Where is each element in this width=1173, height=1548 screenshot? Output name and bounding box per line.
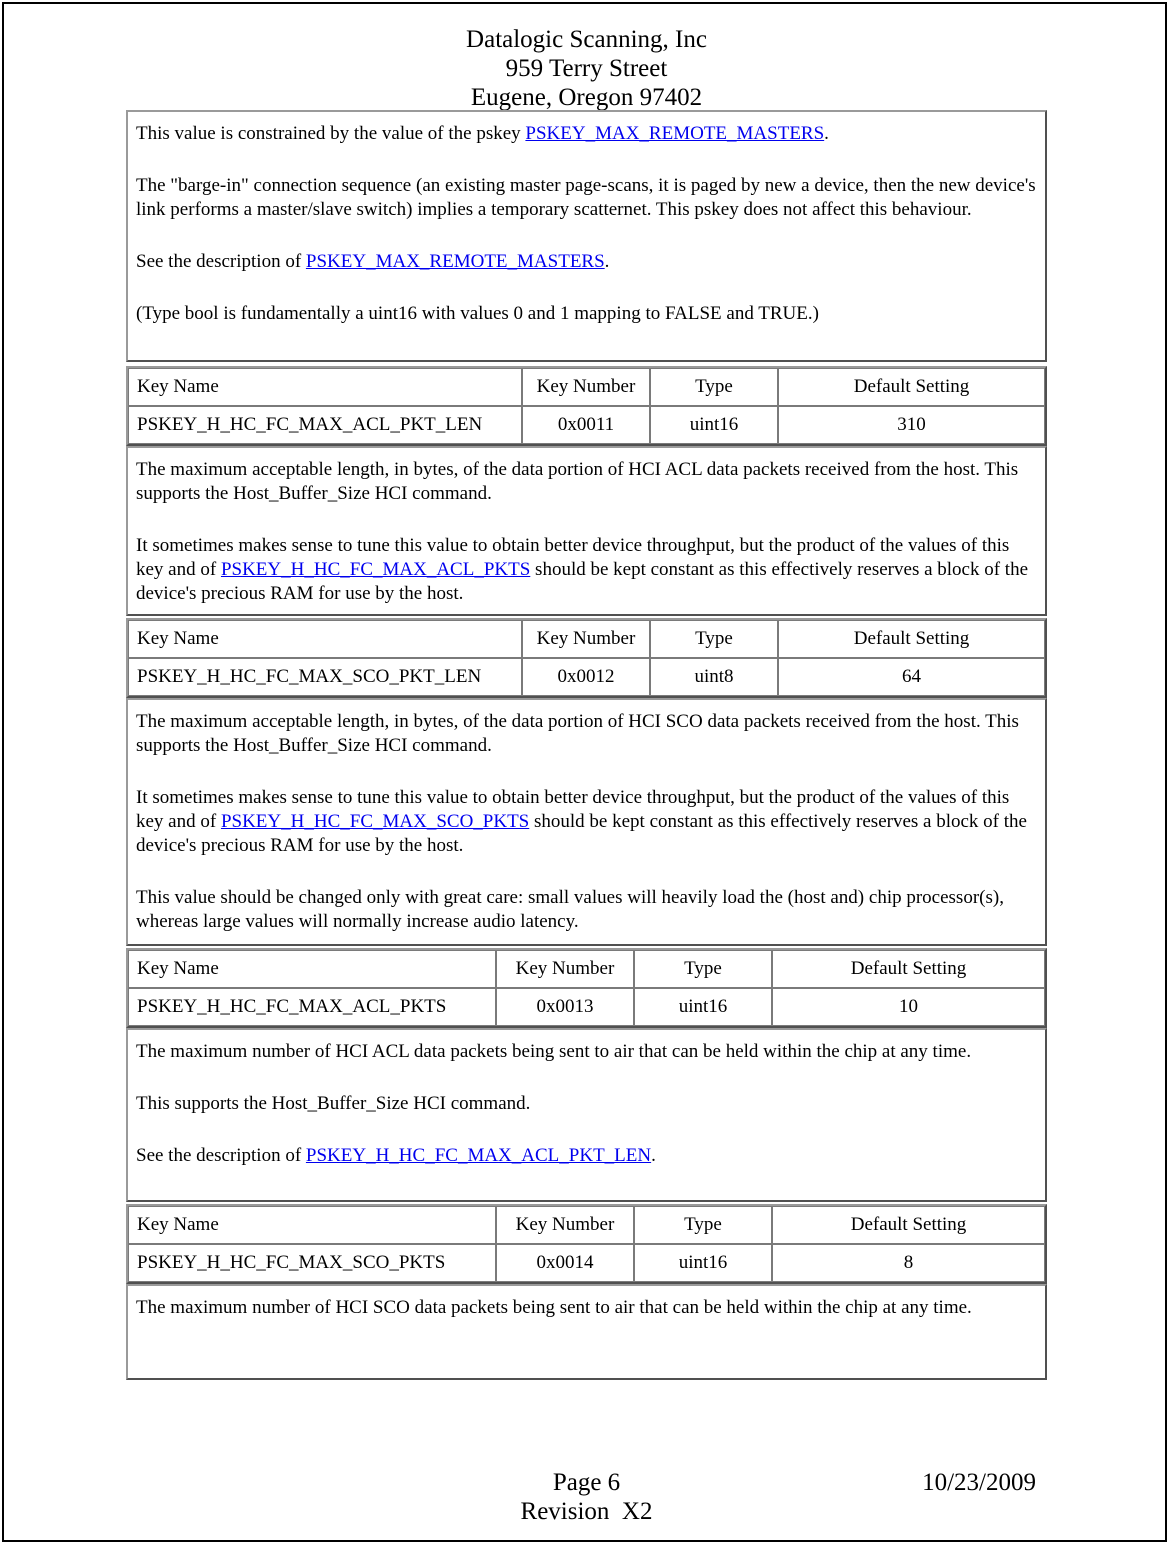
table-row <box>128 406 1045 444</box>
header-default-setting: Default Setting <box>772 950 1045 988</box>
intro-paragraph-1: This value is constrained by the value of the pskey PSKEY_MAX_REMOTE_MASTERS. <box>136 123 829 144</box>
description-acl-pkts <box>126 1028 1047 1202</box>
description-intro <box>126 110 1047 362</box>
header-key-name: Key Name <box>128 368 522 406</box>
page-header <box>0 25 1173 112</box>
header-key-name: Key Name <box>128 620 522 658</box>
key-number: 0x0012 <box>522 658 650 696</box>
description-paragraph: It sometimes makes sense to tune this value to obtain better device throughput, but the product of the values of this key and of PSKEY_H_HC_FC_MAX_SCO_PKTS should be kept constant as this effectively reserves a block of the device's precious RAM for use by the host. <box>136 787 1027 856</box>
company-street: 959 Terry Street <box>505 55 668 82</box>
key-name: PSKEY_H_HC_FC_MAX_ACL_PKT_LEN <box>128 406 522 444</box>
key-name: PSKEY_H_HC_FC_MAX_ACL_PKTS <box>128 988 496 1026</box>
key-table-sco-pkt-len <box>126 618 1047 698</box>
intro-paragraph-2: The "barge-in" connection sequence (an existing master page-scans, it is paged by new a device, then the new device's link performs a master/slave switch) implies a temporary scatternet. This pskey does not affect this behaviour. <box>136 175 1036 220</box>
table-row <box>128 988 1045 1026</box>
description-paragraph: The maximum acceptable length, in bytes, of the data portion of HCI SCO data packets received from the host. This supports the Host_Buffer_Size HCI command. <box>136 711 1019 756</box>
header-key-name: Key Name <box>128 950 496 988</box>
table-row <box>128 658 1045 696</box>
header-type: Type <box>634 950 772 988</box>
table-header-row <box>128 620 1045 658</box>
table-header-row <box>128 1206 1045 1244</box>
header-key-number: Key Number <box>496 950 634 988</box>
description-sco-pkts <box>126 1284 1047 1380</box>
pskey-max-remote-masters-link-2[interactable]: PSKEY_MAX_REMOTE_MASTERS <box>305 251 605 272</box>
pskey-max-remote-masters-link[interactable]: PSKEY_MAX_REMOTE_MASTERS <box>525 123 825 144</box>
pskey-h-hc-fc-max-acl-pkts-link[interactable]: PSKEY_H_HC_FC_MAX_ACL_PKTS <box>220 559 531 580</box>
header-default-setting: Default Setting <box>778 368 1045 406</box>
key-default: 10 <box>772 988 1045 1026</box>
description-paragraph: It sometimes makes sense to tune this value to obtain better device throughput, but the product of the values of this key and of PSKEY_H_HC_FC_MAX_ACL_PKTS should be kept constant as this effectively reserves a block of the device's precious RAM for use by the host. <box>136 535 1029 604</box>
header-key-number: Key Number <box>496 1206 634 1244</box>
description-paragraph: See the description of PSKEY_H_HC_FC_MAX_ACL_PKT_LEN. <box>136 1145 656 1166</box>
pskey-h-hc-fc-max-sco-pkts-link[interactable]: PSKEY_H_HC_FC_MAX_SCO_PKTS <box>220 811 530 832</box>
header-key-number: Key Number <box>522 368 650 406</box>
key-default: 8 <box>772 1244 1045 1282</box>
description-paragraph: The maximum number of HCI SCO data packets being sent to air that can be held within the chip at any time. <box>136 1297 972 1318</box>
description-sco-pkt-len <box>126 698 1047 946</box>
key-table-sco-pkts <box>126 1204 1047 1284</box>
key-name: PSKEY_H_HC_FC_MAX_SCO_PKT_LEN <box>128 658 522 696</box>
header-type: Type <box>634 1206 772 1244</box>
key-type: uint16 <box>634 1244 772 1282</box>
header-key-name: Key Name <box>128 1206 496 1244</box>
key-type: uint16 <box>634 988 772 1026</box>
key-name: PSKEY_H_HC_FC_MAX_SCO_PKTS <box>128 1244 496 1282</box>
footer-date: 10/23/2009 <box>922 1469 1036 1496</box>
intro-paragraph-4: (Type bool is fundamentally a uint16 with values 0 and 1 mapping to FALSE and TRUE.) <box>136 303 819 324</box>
key-number: 0x0013 <box>496 988 634 1026</box>
key-table-acl-pkt-len <box>126 366 1047 446</box>
table-row <box>128 1244 1045 1282</box>
revision: Revision X2 <box>520 1498 653 1525</box>
description-acl-pkt-len <box>126 446 1047 616</box>
description-paragraph: This value should be changed only with great care: small values will heavily load the (host and) chip processor(s), whereas large values will normally increase audio latency. <box>136 887 1004 932</box>
key-number: 0x0011 <box>522 406 650 444</box>
table-header-row <box>128 368 1045 406</box>
page-content <box>126 110 1047 1380</box>
intro-paragraph-3: See the description of PSKEY_MAX_REMOTE_MASTERS. <box>136 251 610 272</box>
header-default-setting: Default Setting <box>778 620 1045 658</box>
description-paragraph: The maximum number of HCI ACL data packets being sent to air that can be held within the chip at any time. <box>136 1041 972 1062</box>
key-type: uint8 <box>650 658 778 696</box>
page-number: Page 6 <box>552 1469 621 1496</box>
header-type: Type <box>650 368 778 406</box>
header-default-setting: Default Setting <box>772 1206 1045 1244</box>
key-default: 310 <box>778 406 1045 444</box>
company-city: Eugene, Oregon 97402 <box>470 84 703 111</box>
description-paragraph: This supports the Host_Buffer_Size HCI command. <box>136 1093 531 1114</box>
description-paragraph: The maximum acceptable length, in bytes, of the data portion of HCI ACL data packets received from the host. This supports the Host_Buffer_Size HCI command. <box>136 459 1019 504</box>
pskey-h-hc-fc-max-acl-pkt-len-link[interactable]: PSKEY_H_HC_FC_MAX_ACL_PKT_LEN <box>305 1145 652 1166</box>
company-name: Datalogic Scanning, Inc <box>466 26 707 53</box>
key-type: uint16 <box>650 406 778 444</box>
table-header-row <box>128 950 1045 988</box>
header-key-number: Key Number <box>522 620 650 658</box>
header-type: Type <box>650 620 778 658</box>
key-default: 64 <box>778 658 1045 696</box>
key-table-acl-pkts <box>126 948 1047 1028</box>
key-number: 0x0014 <box>496 1244 634 1282</box>
